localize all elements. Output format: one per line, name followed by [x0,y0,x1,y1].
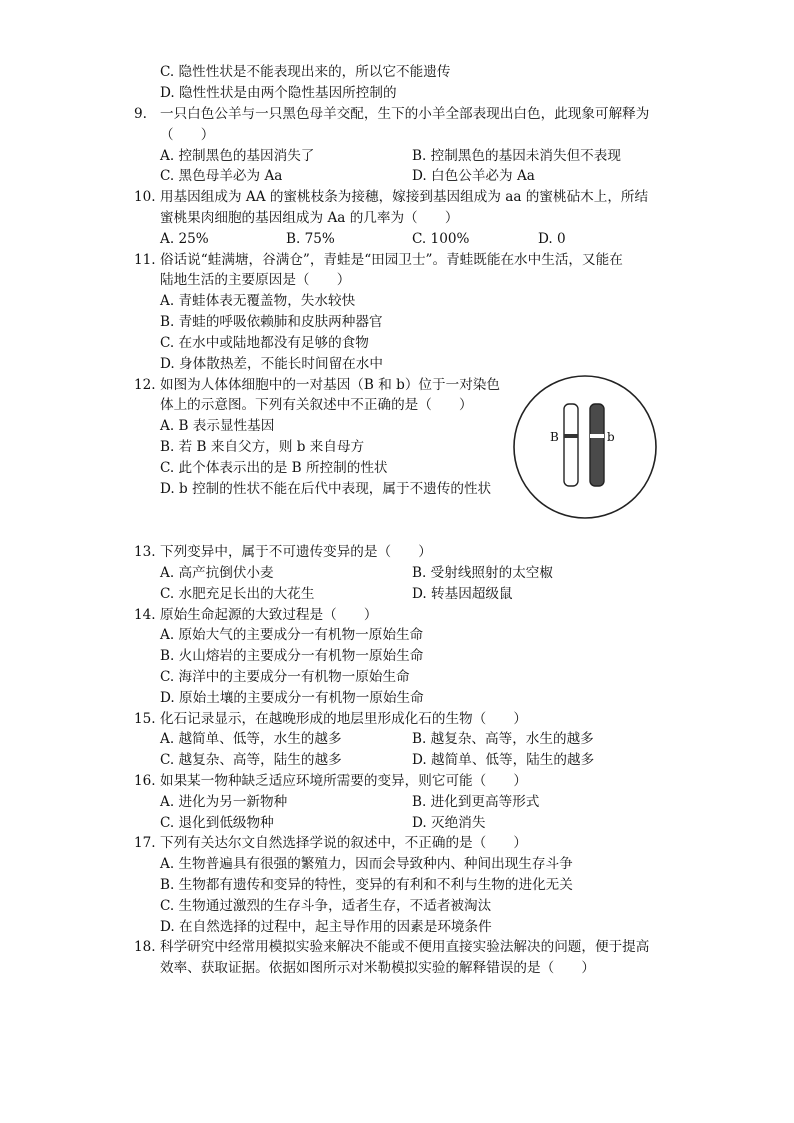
q12-number: 12. [134,377,156,393]
q15-option-d: D. 越简单、低等，陆生的越多 [412,752,595,768]
q16-number: 16. [134,773,156,789]
q16-option-b: B. 进化到更高等形式 [412,794,540,810]
q17-option-b: B. 生物都有遗传和变异的特性，变异的有利和不利与生物的进化无关 [160,877,573,893]
q10-stem-line2: 蜜桃果肉细胞的基因组成为 Aa 的几率为（ ） [160,210,459,226]
q10-option-b: B. 75% [286,231,335,247]
q15-option-b: B. 越复杂、高等，水生的越多 [412,731,594,747]
q12-option-c: C. 此个体表示出的是 B 所控制的性状 [160,460,388,476]
q10-option-c: C. 100% [412,231,470,247]
q15-number: 15. [134,711,156,727]
q15-option-c: C. 越复杂、高等，陆生的越多 [160,752,342,768]
q9-option-d: D. 白色公羊必为 Aa [412,168,535,184]
q18-number: 18. [134,939,156,955]
q11-number: 11. [134,252,156,268]
q16-option-a: A. 进化为另一新物种 [160,794,288,810]
q17-stem-line1: 下列有关达尔文自然选择学说的叙述中，不正确的是（ ） [160,835,528,851]
q15-stem-line1: 化石记录显示，在越晚形成的地层里形成化石的生物（ ） [160,711,528,727]
q13-number: 13. [134,544,156,560]
q9-stem-line2: （ ） [160,127,215,143]
gene-band-B [564,434,578,438]
q11-option-c: C. 在水中或陆地都没有足够的食物 [160,335,369,351]
q17-number: 17. [134,835,156,851]
q14-number: 14. [134,607,156,623]
q14-option-c: C. 海洋中的主要成分一有机物一原始生命 [160,669,410,685]
q13-option-b: B. 受射线照射的太空椒 [412,565,553,581]
gene-label-b: b [607,430,615,444]
q10-stem-line1: 用基因组成为 AA 的蜜桃枝条为接穗，嫁接到基因组成为 aa 的蜜桃砧木上，所结 [160,189,649,205]
q14-stem-line1: 原始生命起源的大致过程是（ ） [160,607,378,623]
q12-option-b: B. 若 B 来自父方，则 b 来自母方 [160,439,365,455]
q16-stem-line1: 如果某一物种缺乏适应环境所需要的变异，则它可能（ ） [160,773,528,789]
q11-option-a: A. 青蛙体表无覆盖物，失水较快 [160,293,356,309]
q12-option-d: D. b 控制的性状不能在后代中表现，属于不遗传的性状 [160,481,492,497]
q10-number: 10. [134,189,156,205]
q13-option-c: C. 水肥充足长出的大花生 [160,586,315,602]
chromosome-pair-figure [512,374,658,520]
q18-stem-line1: 科学研究中经常用模拟实验来解决不能或不便用直接实验法解决的问题，便于提高 [160,939,650,955]
q10-option-d: D. 0 [538,231,566,247]
q17-option-d: D. 在自然选择的过程中，起主导作用的因素是环境条件 [160,919,492,935]
q12-stem-line1: 如图为人体体细胞中的一对基因（B 和 b）位于一对染色 [160,377,500,393]
q15-option-a: A. 越简单、低等，水生的越多 [160,731,342,747]
q10-option-a: A. 25% [160,231,209,247]
q9-option-b: B. 控制黑色的基因未消失但不表现 [412,148,621,164]
q17-option-c: C. 生物通过激烈的生存斗争，适者生存，不适者被淘汰 [160,898,492,914]
q13-option-a: A. 高产抗倒伏小麦 [160,565,274,581]
gene-band-b [590,434,604,438]
q13-option-d: D. 转基因超级鼠 [412,586,513,602]
gene-label-B: B [550,430,559,444]
q9-option-a: A. 控制黑色的基因消失了 [160,148,315,164]
q9-number: 9. [134,106,147,122]
q11-stem-line2: 陆地生活的主要原因是（ ） [160,272,351,288]
q14-option-b: B. 火山熔岩的主要成分一有机物一原始生命 [160,648,424,664]
q9-option-c: C. 黑色母羊必为 Aa [160,168,283,184]
q18-stem-line2: 效率、获取证据。依据如图所示对米勒模拟实验的解释错误的是（ ） [160,960,595,976]
q14-option-a: A. 原始大气的主要成分一有机物一原始生命 [160,627,424,643]
figure-circle [514,376,656,518]
chromosome-dark [590,404,604,486]
q16-option-d: D. 灭绝消失 [412,815,486,831]
q11-option-d: D. 身体散热差，不能长时间留在水中 [160,356,383,372]
q13-stem-line1: 下列变异中，属于不可遗传变异的是（ ） [160,544,432,560]
q12-option-a: A. B 表示显性基因 [160,418,275,434]
q8-option-c: C. 隐性性状是不能表现出来的，所以它不能遗传 [160,64,451,80]
q9-stem-line1: 一只白色公羊与一只黑色母羊交配，生下的小羊全部表现出白色，此现象可解释为 [160,106,650,122]
q12-stem-line2: 体上的示意图。下列有关叙述中不正确的是（ ） [160,397,473,413]
chromosome-light [564,404,578,486]
q8-option-d: D. 隐性性状是由两个隐性基因所控制的 [160,85,397,101]
q17-option-a: A. 生物普遍具有很强的繁殖力，因而会导致种内、种间出现生存斗争 [160,856,573,872]
q14-option-d: D. 原始土壤的主要成分一有机物一原始生命 [160,690,424,706]
q11-stem-line1: 俗话说“蛙满塘，谷满仓”，青蛙是“田园卫士”。青蛙既能在水中生活，又能在 [160,252,623,268]
q11-option-b: B. 青蛙的呼吸依赖肺和皮肤两种器官 [160,314,383,330]
q16-option-c: C. 退化到低级物种 [160,815,274,831]
